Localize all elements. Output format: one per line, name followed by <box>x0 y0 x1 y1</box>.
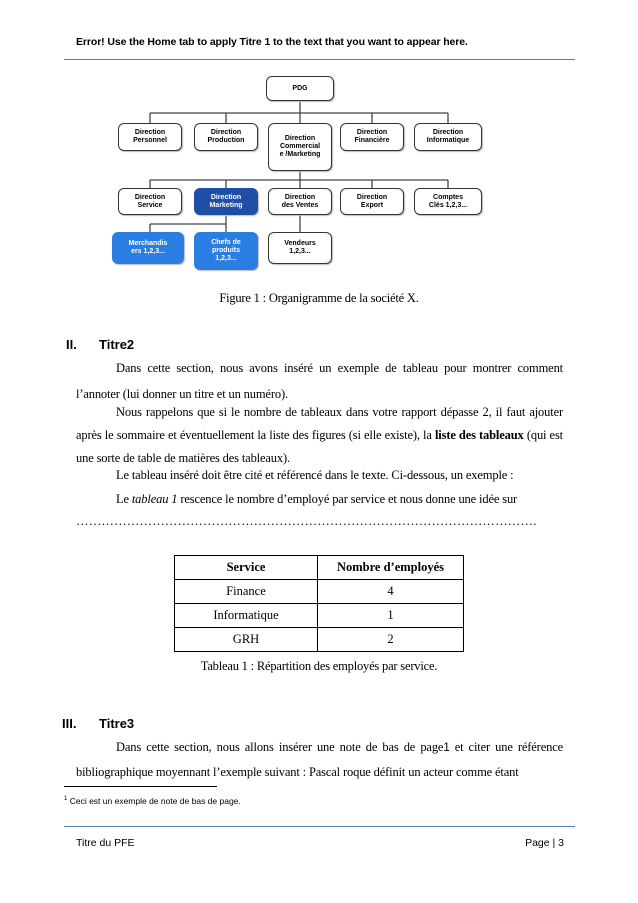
page-header: Error! Use the Home tab to apply Titre 1 to the text that you want to appear here. <box>76 36 468 48</box>
bold-text: liste des tableaux <box>434 428 524 442</box>
paragraph: Dans cette section, nous avons inséré un exemple de tableau pour montrer comment l’annoter (lui donner un titre et un numéro). <box>76 361 563 401</box>
paragraph: Le tableau inséré doit être cité et référencé dans le texte. Ci-dessous, un exemple : <box>116 468 514 482</box>
table-caption: Tableau 1 : Répartition des employés par service. <box>200 659 438 673</box>
paragraph <box>76 401 563 470</box>
org-box-vendeurs: Vendeurs 1,2,3... <box>268 232 332 264</box>
org-box-comptes: Comptes Clés 1,2,3... <box>414 188 482 215</box>
footnote-text: Ceci est un exemple de note de bas de page. <box>67 796 241 806</box>
table-row <box>175 604 464 628</box>
paragraph <box>76 492 563 506</box>
org-box-merchandisers: Merchandis ers 1,2,3... <box>112 232 184 264</box>
table-header: Nombre d’employés <box>318 556 464 580</box>
paragraph <box>76 735 563 784</box>
table-cell: 2 <box>318 628 464 652</box>
footnote-ref[interactable]: 1 <box>443 742 450 754</box>
table-cell: Finance <box>175 580 318 604</box>
footnote-mark: 1 <box>64 796 68 803</box>
table-header: Service <box>175 556 318 580</box>
section-number: III. <box>62 716 77 731</box>
section-title: Titre3 <box>99 716 135 731</box>
org-box-ventes: Direction des Ventes <box>268 188 332 215</box>
footnote <box>64 796 241 806</box>
table-cell: Informatique <box>175 604 318 628</box>
org-box-financiere: Direction Financière <box>340 123 404 151</box>
italic-text: tableau 1 <box>131 492 178 506</box>
table-header-row <box>175 556 464 580</box>
text-run: (qui est une sorte de table de matières des tableaux). <box>76 428 563 465</box>
org-box-export: Direction Export <box>340 188 404 215</box>
figure-caption: Figure 1 : Organigramme de la société X. <box>219 291 419 305</box>
footer-rule <box>64 826 575 827</box>
text-run: rescence le nombre d’employé par service et nous donne une idée sur <box>177 492 518 506</box>
section-number: II. <box>66 337 77 352</box>
table-cell: GRH <box>175 628 318 652</box>
org-box-personnel: Direction Personnel <box>118 123 182 151</box>
table-cell: 1 <box>318 604 464 628</box>
org-box-informatique: Direction Informatique <box>414 123 482 151</box>
org-box-pdg: PDG <box>266 76 334 101</box>
org-box-service: Direction Service <box>118 188 182 215</box>
org-box-marketing: Direction Marketing <box>194 188 258 215</box>
header-rule <box>64 59 575 60</box>
text-run: Nous rappelons que si le nombre de tableaux dans votre rapport dépasse 2, il faut ajouter après le sommaire et éventuellement la liste des figures (si elle existe), la <box>76 405 563 442</box>
org-chart <box>100 68 500 278</box>
page-number: Page | 3 <box>525 837 564 849</box>
text-run: et citer une référence bibliographique moyennant l’exemple suivant : Pascal roque définit un acteur comme étant <box>76 740 563 779</box>
org-box-chefs-produits: Chefs de produits 1,2,3... <box>194 232 258 270</box>
org-box-production: Direction Production <box>194 123 258 151</box>
footnote-separator <box>64 786 217 787</box>
text-run: Dans cette section, nous allons insérer une note de bas de page <box>116 740 444 754</box>
table-row <box>175 580 464 604</box>
org-box-commercial: Direction Commercial e /Marketing <box>268 123 332 171</box>
dotted-line: ………………………………………………………………………………………………. <box>76 514 537 528</box>
text-run: Le <box>116 492 132 506</box>
table-cell: 4 <box>318 580 464 604</box>
employees-table <box>174 555 464 652</box>
footer-title: Titre du PFE <box>76 837 135 849</box>
section-title: Titre2 <box>99 337 135 352</box>
table-row <box>175 628 464 652</box>
